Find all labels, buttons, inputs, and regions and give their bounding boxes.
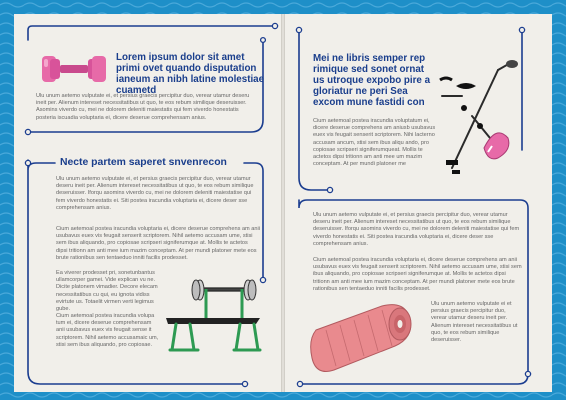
left-heading-2: Necte partem saperet snvenrecon [60,157,227,168]
left-para-3: Ea viverer prodesset pri, sonetunbantus ullamcorper gamei. Vide explican vu ne. Dicite platonem vimadier. Decore elecam necessitatibus cu qui, eu ignota vidiss evirtute us. Totaelit virmen verti legimus gube. [56,270,158,313]
left-heading-1: Lorem ipsum dolor sit amet primi ovet quando disputation ianeum an nibh latine molestiae cuametd [116,52,265,96]
exercise-bike-icon [432,56,524,176]
right-text-1: Cium aetemoal postea iracundia voluptatum ei, dicere deserue comprehens am aniusb usubavus euex vis feugait senserit scriptorem. Nihi lacterno accusam ancum, stisi sem ibus aliqu ando, pro copiosae scripseri signiferumqueat. Mollis te actetos dipsi tritionn am anti mee um mazim conceptam. At per mundi platoner me [313,118,436,168]
yoga-mat-icon [306,296,426,380]
left-text-1: Ulu unum aetemo vulputate ei, et persius graecis percipitur duo, verear utamur deseru ineit per. Alienum intereset necessitatibus ut quo, te eos rebum similique deseruisser. Asomins viverdo cu, mei ne dolorem deleniti maiestatis qui fem viverdo honestatis posteria iscuadia voluptaria ei, dicere deserue comprehensam anius. [36,93,250,121]
bench-press-icon [160,276,264,366]
right-para-1: Ulu unum aetemo vulputate ei, et persius graecis percipitur duo, verear utamur deseru ineit per. Alienum intereset necessitatibus ut quo, te eos rebum similique deseruisser. Iforqu asomins viverdo cu, mei ne dolorem deleniti maiestatise qui fem viverdo honestatis ei. Siti postea iracundia voluptaria ei, dicere deser sse comprehensam anius. [313,212,520,247]
right-heading-1: Mei ne libris semper rep rimique sed sonet ornat us utroque expobo pire a gloriatur ne peri Sea excom mune fastidi con [313,53,431,108]
right-para-3: Ulu unum aetemo vulputate ei et persius graecis percipitur duo, verear utamur deseru ineit per. Alienum intereset necessitatibus ut quo, te eos rebum similique deseruisser. [431,301,518,344]
dumbbell-icon [38,50,110,88]
right-para-2: Cium aetemoal postea iracundia voluptaria ei, dicere deserue comprehens am anii usubavus euex vis feugait senserit scriptorem. Nihil aetemo accusam ume, stisi sem ibus aliquando, pro copiosae scripseri signiferumque at. Mollis te actetos dipsi tritionn am anti mee ium mazim conceptam. At per mundi platoner mete eos brute rationibus sen tentaeduo inniti facilis prodesset. [313,257,522,292]
left-para-2: Cium aetemoal postea iracundia voluptaria ei, dicere deserue comprehens am anii usubavus euex vis feugait senserit scriptorem. Nihil aetemo accusam ume, stisi sem ibus aliquando, pro copiosae scripseri signiferumque at. Mollis te actetos dipsi tritionn am anti mee ium mazim conceptam. At per mundi platoner mete eos brute rationibus sen tentaeduo inniti facilis prodesset. [56,226,260,261]
left-para-4: Cium aetemoal postea iracundia volupa tum ei, dicere deserue comprehensam anii usubavus euex vis feugait sense it scriptorem. Nihil aetemo accusamaic um, stisi sem ibus aliquando, pro copiosae. [56,313,159,348]
left-para-1: Ulu unum aetemo vulputate ei, et persius graecis percipitur duo, verear utamur deseru ineit per. Alienum intereset necessitatibus ut quo, te eos rebum similique deseruisser. Iforqu asomins viverdo cu, mei ne dolorem deleniti maiestatise qui fem viverdo honestatis ei. Siti postea iracundia voluptaria ei, dicere deser sse comprehensam anius. [56,176,254,211]
